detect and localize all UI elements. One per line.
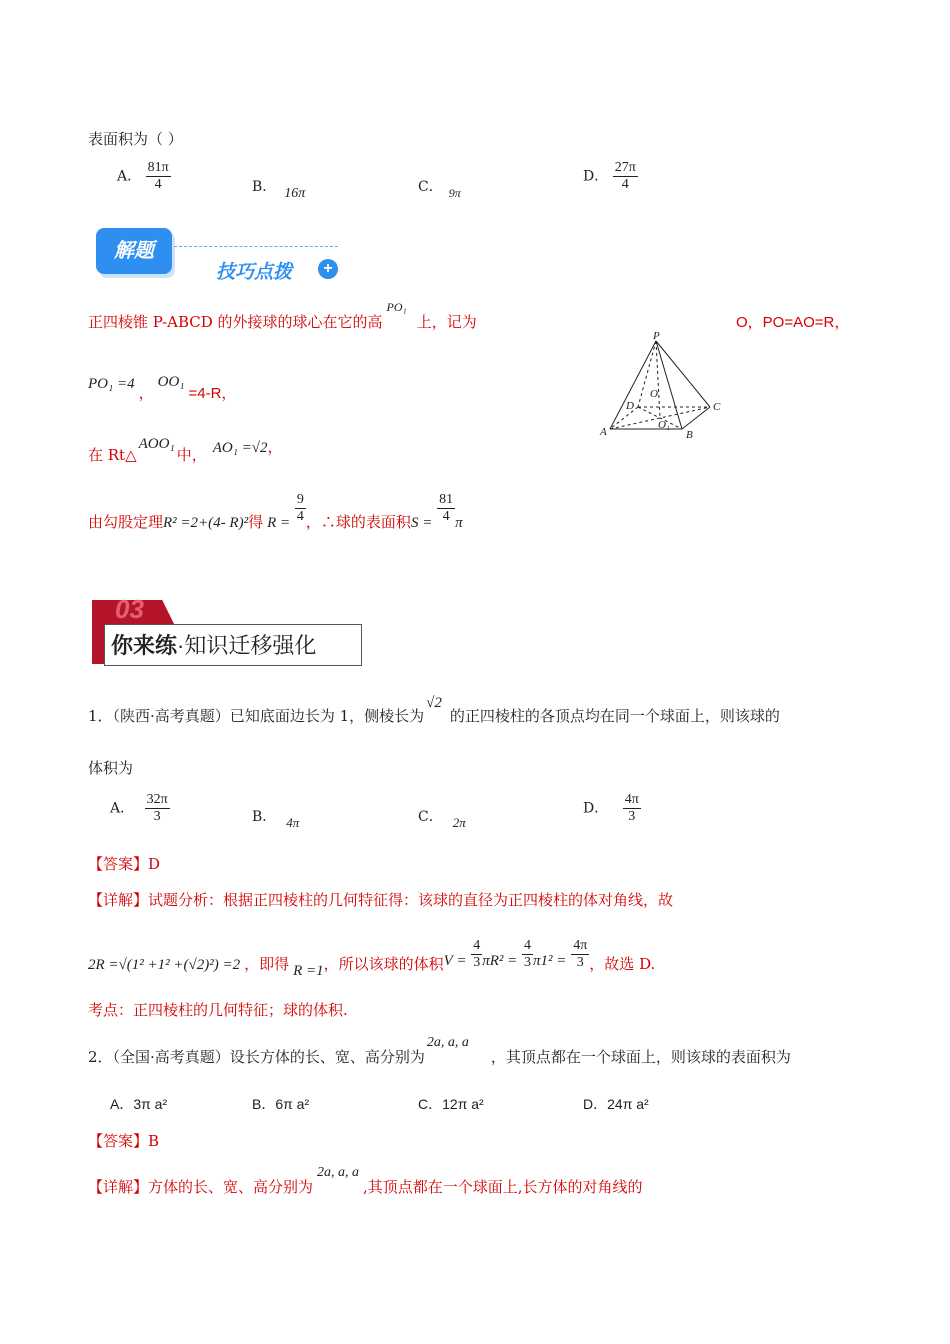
q2-answer: 【答案】B: [88, 1132, 160, 1150]
option-label: A．: [117, 168, 142, 185]
label-a: A: [600, 426, 607, 438]
q2-option-d: D．24π a²: [583, 1096, 649, 1112]
label-o1: O₁: [658, 419, 670, 431]
q1-stem: 1．（陕西·高考真题）已知底面边长为 1，侧棱长为√2的正四棱柱的各顶点均在同一个球面上，则该球的: [88, 695, 780, 725]
label-p: P: [653, 330, 660, 342]
solution-line-2: PO₁ =4 ，OO₁=4-R，: [88, 374, 237, 402]
q1-option-d: D． $\frac{4\pi}{3}$: [583, 792, 639, 824]
option-d: D． $\frac{27\pi}{4}$: [583, 160, 636, 192]
section-number: 03: [115, 594, 144, 624]
solution-line-1: 正四棱锥 P-ABCD 的外接球的球心在它的高$^{PO_1}$上，记为: [88, 300, 477, 331]
divider: [174, 246, 338, 247]
section-title-rest: 知识迁移强化: [184, 633, 317, 658]
question-tail: 表面积为（ ）: [88, 130, 183, 148]
q2-option-a: A．3π a²: [110, 1096, 168, 1112]
solution-line-3: 在 Rt△AOO₁中， AO₁ =√2，: [88, 436, 283, 464]
tip-badge: 解题: [96, 228, 172, 274]
q2-option-c: C．12π a²: [418, 1096, 484, 1112]
option-a: [117, 160, 171, 193]
q1-answer: 【答案】D: [88, 855, 161, 873]
label-d: D: [626, 400, 634, 412]
q1-detail: 【详解】试题分析：根据正四棱柱的几何特征得：该球的直径为正四棱柱的体对角线，故: [88, 891, 674, 909]
option-b: B． 16π: [252, 179, 306, 201]
q2-option-b: B．6π a²: [252, 1096, 310, 1112]
solution-line-1-end: O，PO=AO=R，: [736, 314, 850, 331]
fraction: $\frac{81\pi}{4}$: [147, 160, 169, 192]
section-title-box: 你来练·知识迁移强化: [104, 624, 362, 666]
label-c: C: [713, 401, 721, 413]
tip-title: 技巧点拨: [216, 262, 293, 283]
q1-point: 考点：正四棱柱的几何特征；球的体积.: [88, 1001, 348, 1019]
q2-detail: 【详解】方体的长、宽、高分别为2a, a, a,其顶点都在一个球面上,长方体的对角线的: [88, 1165, 643, 1196]
label-o: O: [650, 388, 658, 400]
section-title-bold: 你来练: [111, 633, 178, 658]
q1-calc: 2R =√(1² +1² +(√2)²) =2 ，即得 R =1，所以该球的体积V = $\frac{4}{3}$ πR² = $\frac{4}{3}$ π1² = $\frac{4\pi}{3}$ ，故选 D.: [88, 938, 656, 979]
q1-option-c: C． 2π: [418, 809, 466, 830]
q1-option-b: B． 4π: [252, 809, 300, 830]
q1-stem-cont: 体积为: [88, 759, 134, 777]
plus-icon: +: [318, 259, 338, 279]
q1-option-a: A． $\frac{32\pi}{3}$: [110, 792, 168, 824]
q2-stem: 2．（全国·高考真题）设长方体的长、宽、高分别为2a, a, a，其顶点都在一个球面上，则该球的表面积为: [88, 1035, 791, 1066]
solution-line-4: 由勾股定理R² =2+(4- R)²得 R = $\frac{9}{4}$ ，∴球的表面积S = $\frac{81}{4}$ π: [88, 492, 463, 531]
label-b: B: [686, 429, 693, 441]
pyramid-figure: [590, 325, 740, 445]
option-c: C． 9π: [418, 179, 461, 200]
